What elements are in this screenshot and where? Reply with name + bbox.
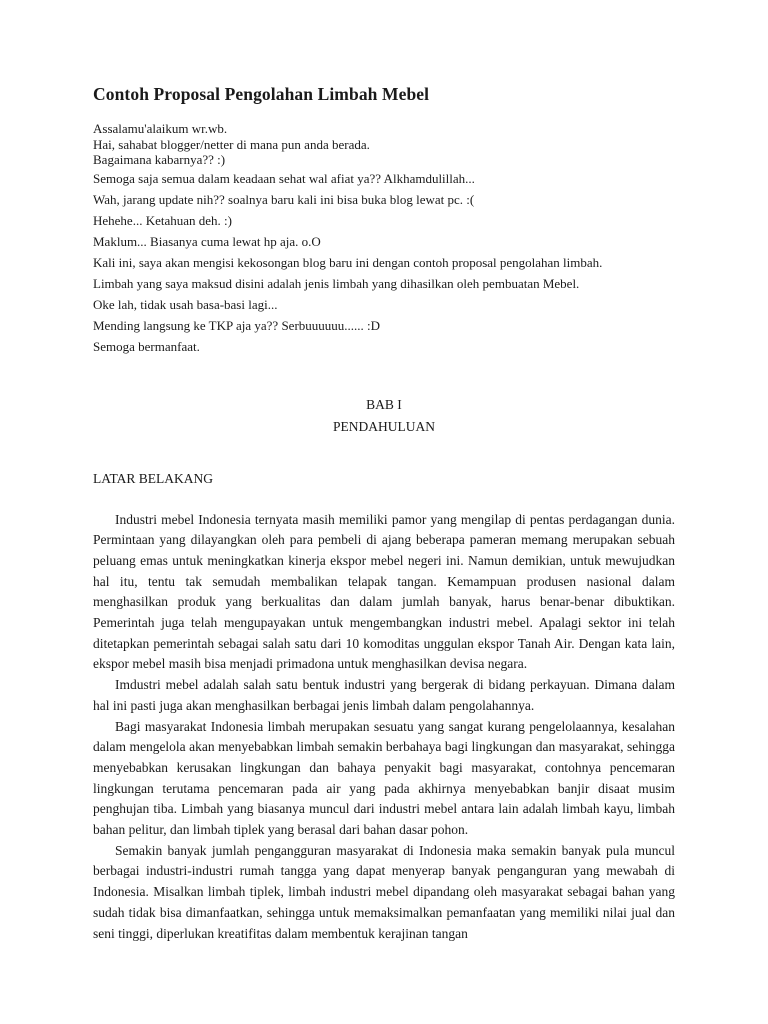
- intro-line: Semoga saja semua dalam keadaan sehat wal afiat ya?? Alkhamdulillah...: [93, 170, 475, 186]
- document-title: Contoh Proposal Pengolahan Limbah Mebel: [93, 84, 430, 104]
- intro-line: Hai, sahabat blogger/netter di mana pun anda berada.: [93, 136, 370, 152]
- paragraph: Imdustri mebel adalah salah satu bentuk industri yang bergerak di bidang perkayuan. Dimana dalam hal ini pasti juga akan menghasilkan berbagai jenis limbah dalam pengolahannya.: [93, 677, 675, 713]
- intro-line: Wah, jarang update nih?? soalnya baru kali ini bisa buka blog lewat pc. :(: [93, 191, 475, 207]
- intro-line: Bagaimana kabarnya?? :): [93, 152, 226, 167]
- body-text: [93, 510, 675, 945]
- intro-block: [93, 121, 675, 357]
- intro-line: Hehehe... Ketahuan deh. :): [93, 212, 232, 228]
- section-title: LATAR BELAKANG: [93, 470, 214, 486]
- intro-line: Maklum... Biasanya cuma lewat hp aja. o.O: [93, 233, 321, 249]
- intro-line: Oke lah, tidak usah basa-basi lagi...: [93, 296, 278, 312]
- intro-line: Kali ini, saya akan mengisi kekosongan blog baru ini dengan contoh proposal pengolahan limbah.: [93, 254, 603, 270]
- intro-line: Mending langsung ke TKP aja ya?? Serbuuuuuu...... :D: [93, 317, 381, 333]
- paragraph: Bagi masyarakat Indonesia limbah merupakan sesuatu yang sangat kurang pengelolaannya, kesalahan dalam mengelola akan menyebabkan limbah semakin berbahaya bagi lingkungan dan masyarakat, sehingga menyebabkan kerusakan lingkungan dan bahaya penyakit bagi masyarakat, contohnya pencemaran lingkungan terutama pencemaran pada air yang pada akhirnya menyebabkan banjir disaat musim penghujan tiba. Limbah yang biasanya muncul dari industri mebel antara lain adalah limbah kayu, limbah bahan pelitur, dan limbah tiplek yang berasal dari bahan dasar pohon.: [93, 718, 675, 838]
- paragraph: Semakin banyak jumlah pengangguran masyarakat di Indonesia maka semakin banyak pula muncul berbagai industri-industri rumah tangga yang dapat menyerap banyak penganguran yang mewabah di Indonesia. Misalkan limbah tiplek, limbah industri mebel dipandang oleh masyarakat sebagai bahan yang sudah tidak bisa dimanfaatkan, sehingga untuk memaksimalkan pemanfaatan yang memiliki nilai jual dan seni tinggi, diperlukan kreatifitas dalam membentuk kerajinan tangan: [93, 842, 675, 941]
- intro-line: Limbah yang saya maksud disini adalah jenis limbah yang dihasilkan oleh pembuatan Mebel.: [93, 275, 580, 291]
- document-page: [93, 84, 675, 944]
- intro-line: Assalamu'alaikum wr.wb.: [93, 121, 228, 136]
- chapter-title: PENDAHULUAN: [333, 418, 435, 434]
- intro-line: Semoga bermanfaat.: [93, 338, 200, 354]
- chapter-heading: [93, 394, 675, 438]
- paragraph: Industri mebel Indonesia ternyata masih memiliki pamor yang mengilap di pentas perdagangan dunia. Permintaan yang dilayangkan oleh para pembeli di ajang beberapa pameran memang merupakan sebuah peluang emas untuk meningkatkan kinerja ekspor mebel negeri ini. Namun demikian, untuk mewujudkan hal itu, tentu tak semudah membalikan telapak tangan. Kemampuan produsen nasional dalam menghasilkan produk yang berkualitas dan dalam jumlah banyak, harus benar-benar dibuktikan. Pemerintah juga telah mengupayakan untuk mengembangkan industri mebel. Apalagi sektor ini telah ditetapkan pemerintah sebagai salah satu dari 10 komoditas unggulan ekspor Tanah Air. Dengan kata lain, ekspor mebel masih bisa menjadi primadona untuk menghasilkan devisa negara.: [93, 511, 675, 672]
- chapter-label: BAB I: [366, 396, 402, 412]
